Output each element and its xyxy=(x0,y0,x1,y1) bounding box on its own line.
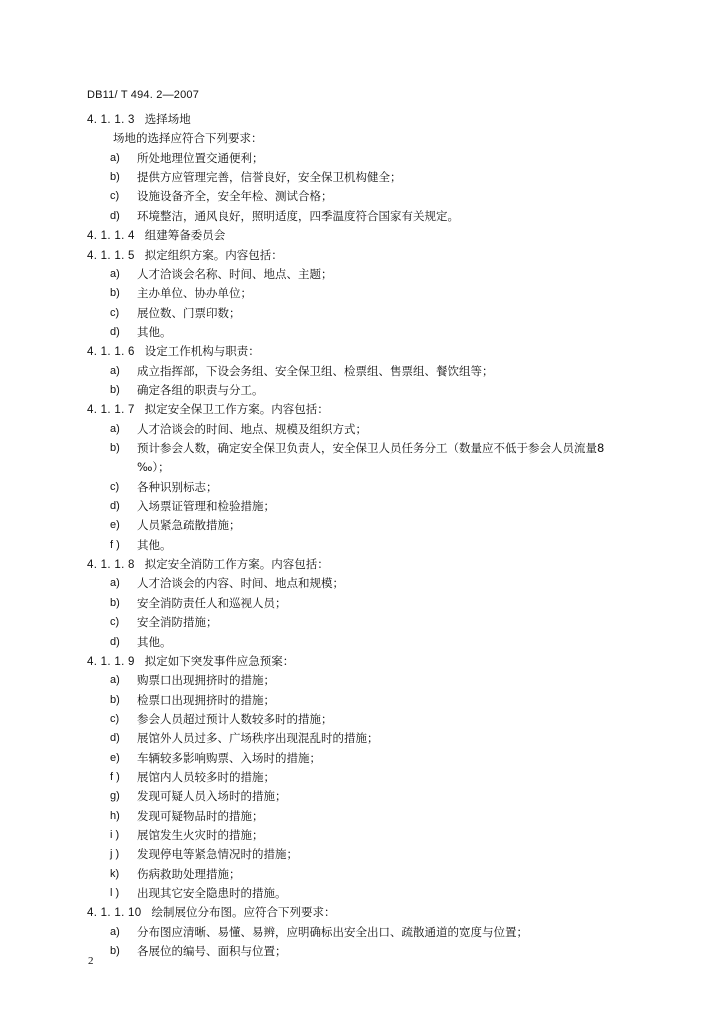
list-item-marker: d) xyxy=(110,732,120,745)
line-text: 检票口出现拥挤时的措施； xyxy=(137,692,275,707)
section-heading xyxy=(87,248,283,263)
list-item xyxy=(110,711,333,726)
line-text: 设施设备齐全，安全年检、测试合格； xyxy=(137,189,333,204)
list-item-marker: c) xyxy=(110,306,120,319)
section-number: 4. 1. 1. 3 xyxy=(87,114,135,126)
list-item-marker: a) xyxy=(110,577,120,590)
list-item xyxy=(110,324,172,339)
list-item-marker: c) xyxy=(110,712,120,725)
line-text: 拟定安全消防工作方案。内容包括： xyxy=(144,557,329,571)
list-item xyxy=(110,576,344,591)
line-text: 车辆较多影响购票、入场时的措施； xyxy=(137,750,321,765)
list-item xyxy=(110,924,528,939)
list-item xyxy=(110,634,172,649)
list-item xyxy=(110,866,241,881)
document-code-header: DB11/ T 494. 2—2007 xyxy=(87,89,200,101)
line-text: 组建筹备委员会 xyxy=(144,228,226,243)
section-number: 4. 1. 1. 4 xyxy=(87,230,135,243)
list-item-marker: l ) xyxy=(110,887,120,899)
line-text: 确定各组的职责与分工。 xyxy=(137,382,264,397)
list-item xyxy=(110,828,264,842)
section-heading xyxy=(87,112,191,127)
list-item xyxy=(110,305,241,320)
line-text: 分布图应清晰、易懂、易辨，应明确标出安全出口、疏散通道的宽度与位置； xyxy=(137,924,528,939)
line-text: 人才洽谈会的时间、地点、规模及组织方式； xyxy=(137,421,367,436)
line-text: 提供方应管理完善，信誉良好，安全保卫机构健全； xyxy=(137,170,402,185)
line-text: 展馆内人员较多时的措施； xyxy=(137,769,275,784)
list-item-marker: a) xyxy=(110,267,120,280)
line-text: 各种识别标志； xyxy=(137,479,218,494)
list-item-marker: b) xyxy=(110,383,120,396)
list-item-marker: j ) xyxy=(110,848,120,861)
line-text: 主办单位、协办单位； xyxy=(137,286,252,301)
section-heading xyxy=(87,228,225,243)
line-text: 发现可疑人员入场时的措施； xyxy=(137,789,287,804)
list-item xyxy=(110,673,275,688)
line-text: 其他。 xyxy=(137,634,172,649)
line-text: 场地的选择应符合下列要求： xyxy=(113,131,263,146)
line-text: 拟定安全保卫工作方案。内容包括： xyxy=(144,402,329,417)
line-text: 拟定如下突发事件应急预案： xyxy=(144,653,295,668)
list-item-marker: c) xyxy=(110,480,120,493)
list-item-continuation xyxy=(137,460,170,474)
list-item-marker: k) xyxy=(110,867,120,880)
list-item xyxy=(110,208,459,223)
line-text: 所处地理位置交通便利； xyxy=(137,150,264,165)
list-item-marker: c) xyxy=(110,190,120,203)
list-item-marker: b) xyxy=(110,693,120,706)
list-item xyxy=(110,170,402,185)
section-heading xyxy=(87,402,329,417)
line-text: 其他。 xyxy=(137,324,172,339)
list-item xyxy=(110,266,333,281)
line-text: 安全消防措施； xyxy=(137,615,218,630)
section-heading xyxy=(87,905,335,920)
line-text: ‰）； xyxy=(137,460,170,475)
list-item xyxy=(110,769,275,784)
list-item-marker: f ) xyxy=(110,770,120,783)
line-text: 展馆外人员过多、广场秩序出现混乱时的措施； xyxy=(137,731,379,746)
list-item-marker: d) xyxy=(110,500,120,512)
line-text: 入场票证管理和检验措施； xyxy=(137,499,275,513)
list-item xyxy=(110,789,287,804)
line-text: 设定工作机构与职责： xyxy=(144,344,260,359)
line-text: 各展位的编号、面积与位置； xyxy=(137,944,287,959)
line-text: 展馆发生火灾时的措施； xyxy=(137,828,264,842)
list-item xyxy=(110,518,241,533)
line-text: 环境整洁，通风良好，照明适度，四季温度符合国家有关规定。 xyxy=(137,208,459,223)
list-item xyxy=(110,421,367,436)
line-text: 展位数、门票印数； xyxy=(137,305,241,320)
list-item xyxy=(110,847,298,862)
list-item-marker: b) xyxy=(110,171,120,184)
list-item xyxy=(110,615,218,630)
line-text: 购票口出现拥挤时的措施； xyxy=(137,673,275,688)
list-item-marker: a) xyxy=(110,925,120,938)
line-text: 人员紧急疏散措施； xyxy=(137,518,241,533)
list-item-marker: b) xyxy=(110,442,120,454)
section-number: 4. 1. 1. 10 xyxy=(87,907,142,920)
page-number: 2 xyxy=(88,955,94,967)
list-item-marker: b) xyxy=(110,945,120,958)
line-text: 成立指挥部，下设会务组、安全保卫组、检票组、售票组、餐饮组等； xyxy=(137,363,494,378)
line-text: 选择场地 xyxy=(144,112,191,126)
list-item xyxy=(110,731,379,746)
line-text: 出现其它安全隐患时的措施。 xyxy=(137,886,287,900)
line-text: 伤病救助处理措施； xyxy=(137,866,241,881)
line-text: 安全消防责任人和巡视人员； xyxy=(137,595,287,610)
list-item xyxy=(110,750,321,765)
list-item xyxy=(110,808,264,823)
list-item-marker: d) xyxy=(110,209,120,222)
list-item-marker: f ) xyxy=(110,538,120,551)
section-number: 4. 1. 1. 6 xyxy=(87,346,135,359)
list-item-marker: h) xyxy=(110,809,120,822)
list-item-marker: d) xyxy=(110,325,120,338)
list-item xyxy=(110,286,252,301)
section-heading xyxy=(87,654,294,669)
line-text: 绘制展位分布图。应符合下列要求： xyxy=(151,905,336,920)
line-text: 发现停电等紧急情况时的措施； xyxy=(137,847,298,862)
line-text: 人才洽谈会的内容、时间、地点和规模； xyxy=(137,576,344,591)
section-number: 4. 1. 1. 9 xyxy=(87,655,135,668)
list-item xyxy=(110,944,287,959)
list-item xyxy=(110,692,275,707)
list-item xyxy=(110,595,287,610)
list-item-marker: e) xyxy=(110,519,120,532)
list-item-marker: a) xyxy=(110,422,120,435)
list-item-marker: a) xyxy=(110,674,120,687)
list-item xyxy=(110,479,218,494)
list-item-marker: a) xyxy=(110,151,120,164)
section-number: 4. 1. 1. 8 xyxy=(87,559,135,571)
line-text: 拟定组织方案。内容包括： xyxy=(144,247,283,262)
paragraph xyxy=(113,131,263,145)
list-item xyxy=(110,189,333,204)
list-item xyxy=(110,382,264,397)
list-item xyxy=(110,363,494,378)
list-item-marker: d) xyxy=(110,635,120,648)
list-item-marker: b) xyxy=(110,287,120,300)
list-item xyxy=(110,441,605,455)
section-number: 4. 1. 1. 7 xyxy=(87,404,135,417)
list-item-marker: i ) xyxy=(110,829,120,841)
line-text: 预计参会人数，确定安全保卫负责人，安全保卫人员任务分工（数量应不低于参会人员流量8 xyxy=(137,441,605,455)
line-text: 参会人员超过预计人数较多时的措施； xyxy=(137,711,333,726)
line-text: 人才洽谈会名称、时间、地点、主题； xyxy=(137,266,333,281)
list-item xyxy=(110,150,264,165)
line-text: 发现可疑物品时的措施； xyxy=(137,808,264,823)
list-item-marker: a) xyxy=(110,364,120,377)
list-item xyxy=(110,499,275,513)
section-heading xyxy=(87,344,260,359)
list-item-marker: c) xyxy=(110,616,120,629)
list-item xyxy=(110,886,287,900)
section-number: 4. 1. 1. 5 xyxy=(87,249,135,262)
line-text: 其他。 xyxy=(137,537,172,552)
list-item-marker: b) xyxy=(110,596,120,609)
list-item-marker: e) xyxy=(110,751,120,764)
list-item xyxy=(110,537,172,552)
section-heading xyxy=(87,557,329,572)
list-item-marker: g) xyxy=(110,790,120,803)
